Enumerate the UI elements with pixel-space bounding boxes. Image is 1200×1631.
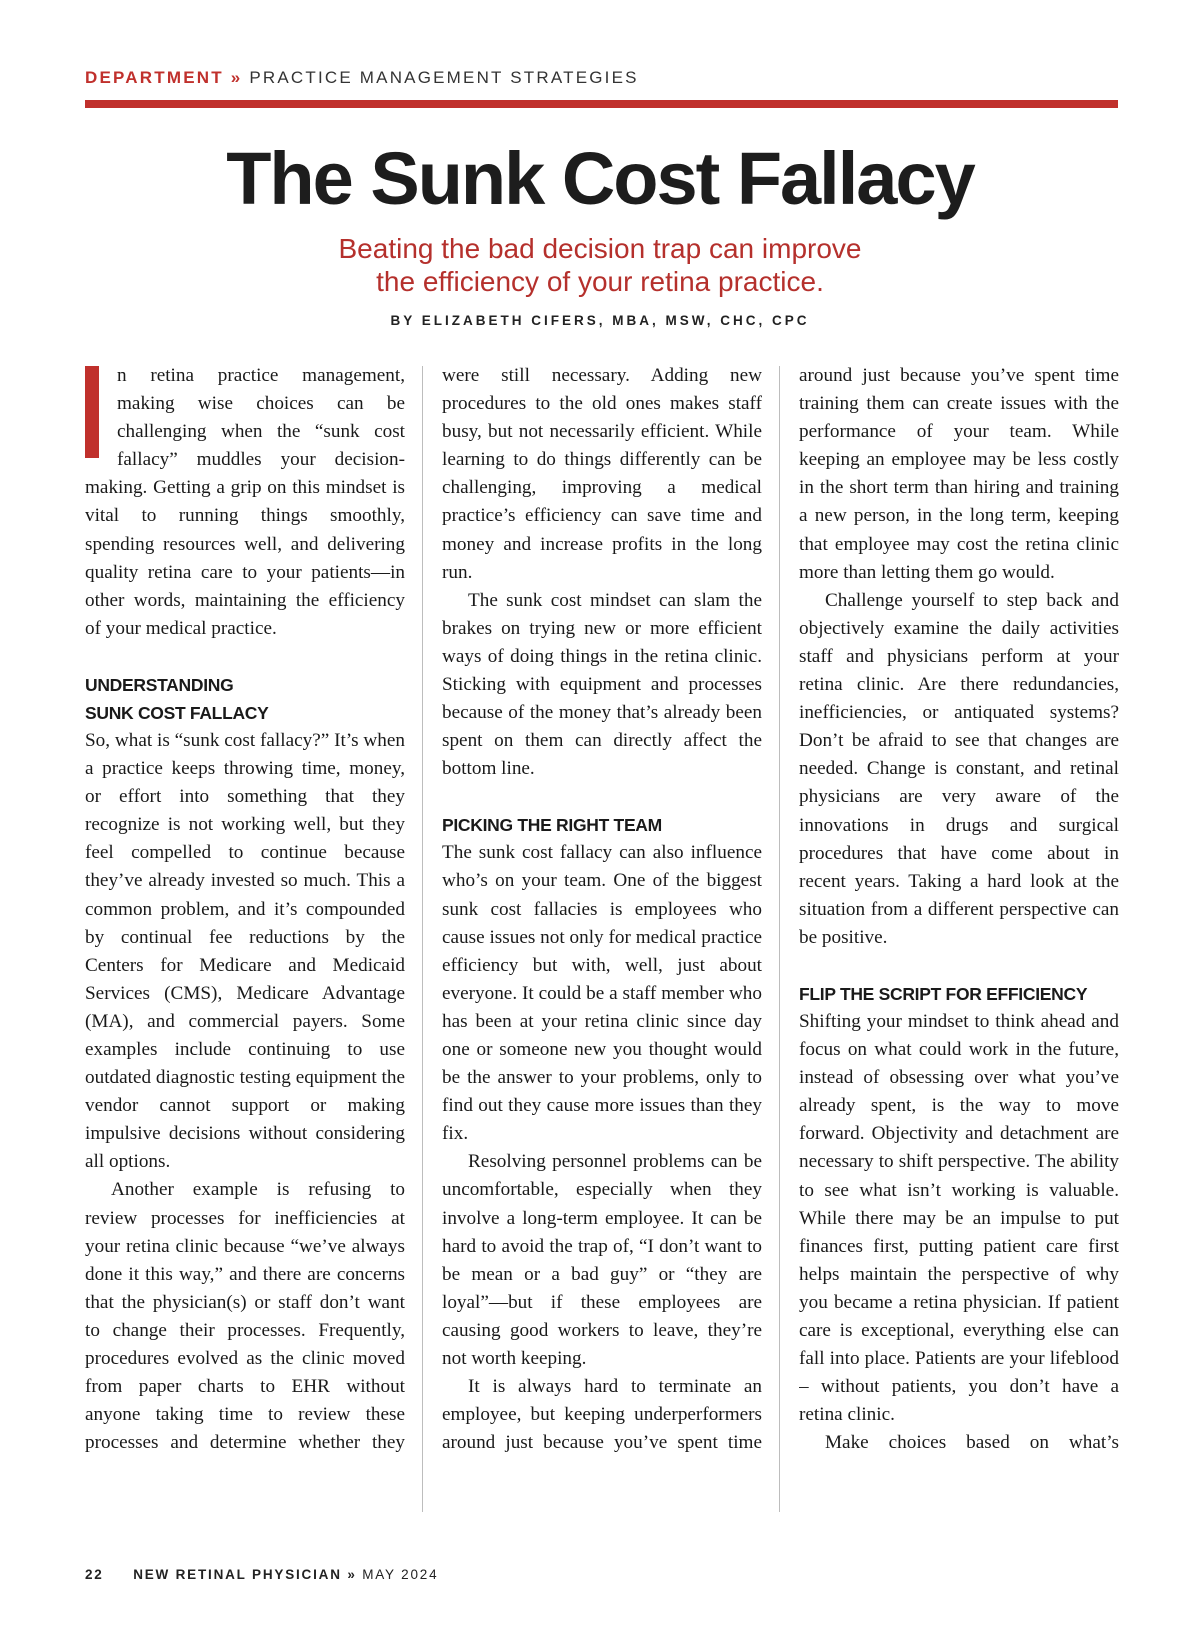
page-number: 22 (85, 1567, 104, 1582)
paragraph: Make choices based on what’s (825, 1432, 1119, 1454)
section-heading-understanding: UNDERSTANDING (85, 674, 234, 695)
department-header (85, 68, 639, 88)
section-heading-team: PICKING THE RIGHT TEAM (442, 815, 662, 836)
footer-separator: » (347, 1567, 357, 1582)
article-title: The Sunk Cost Fallacy (226, 137, 974, 220)
issue-date: MAY 2024 (362, 1567, 439, 1582)
subtitle-line-1: Beating the bad decision trap can improve (338, 233, 862, 264)
publication-name: NEW RETINAL PHYSICIAN (133, 1567, 342, 1582)
paragraph: Another example is refusing to review processes for inefficiencies at your retina clinic because “we’ve always done it this way,” and there are concerns that the physician(s) or staff don’t want to change their processes. Frequently, procedures evolved as the clinic moved from paper charts to EHR without anyone taking time to review these processes and determine whether they (85, 1179, 405, 1454)
subtitle-line-2: the efficiency of your retina practice. (376, 266, 824, 297)
department-separator: » (230, 68, 243, 87)
intro-paragraph (85, 362, 405, 643)
column-3-flow (799, 362, 1119, 1457)
paragraph: Resolving personnel problems can be uncomfortable, especially when they involve a long-term employee. It can be hard to avoid the trap of, “I don’t want to be mean or a bad guy” or “they are loyal”—but if these employees are causing good workers to leave, they’re not worth keeping. (442, 1151, 762, 1370)
column-divider (779, 366, 780, 1512)
header-rule (85, 100, 1118, 108)
column-divider (422, 366, 423, 1512)
column-3 (799, 362, 1119, 1457)
intro-text: n retina practice management, making wise choices can be challenging when the “sunk cost fallacy” muddles your decision-making. Getting a grip on this mindset is vital to running things smoothly, spending resources well, and delivering quality retina care to your patients—in other words, maintaining the efficiency of your medical practice. (85, 365, 405, 639)
paragraph: Shifting your mindset to think ahead and focus on what could work in the future, instead of obsessing over what you’ve already spent, is the way to move forward. Objectivity and detachment are necessary to shift perspective. The ability to see what isn’t working is valuable. While there may be an impulse to put finances first, putting patient care first helps maintain the perspective of why you became a retina physician. If patient care is exceptional, everything else can fall into place. Patients are your lifeblood – without patients, you don’t have a retina clinic. (799, 1010, 1119, 1426)
paragraph-continuation: were still necessary. Adding new procedures to the old ones makes staff busy, but not necessarily efficient. While learning to do things differently can be challenging, improving a medical practice’s efficiency can save time and money and increase profits in the long run. (442, 364, 762, 583)
paragraph: Challenge yourself to step back and objectively examine the daily activities staff and physicians perform at your retina clinic. Are there redundancies, inefficiencies, or antiquated systems? Don’t be afraid to see that changes are needed. Change is constant, and retinal physicians are very aware of the innovations in drugs and surgical procedures that have come about in recent years. Taking a hard look at the situation from a different perspective can be positive. (799, 589, 1119, 948)
paragraph-continuation: around just because you’ve spent time training them can create issues with the performance of your team. While keeping an employee may be less costly in the short term than hiring and training a new person, in the long term, keeping that employee may cost the retina clinic more than letting them go would. (799, 365, 1119, 583)
byline: BY ELIZABETH CIFERS, MBA, MSW, CHC, CPC (390, 313, 810, 328)
section-heading-flip: FLIP THE SCRIPT FOR EFFICIENCY (799, 983, 1088, 1004)
department-label: DEPARTMENT (85, 68, 224, 87)
column-1 (85, 362, 405, 1457)
paragraph: It is always hard to terminate an employee, but keeping underperformers around just because you’ve spent time (442, 1376, 762, 1454)
section-label: PRACTICE MANAGEMENT STRATEGIES (249, 68, 639, 87)
page-footer (85, 1567, 438, 1582)
paragraph: The sunk cost fallacy can also influence who’s on your team. One of the biggest sunk cost fallacies is employees who cause issues not only for medical practice efficiency but with, well, just about everyone. It could be a staff member who has been at your retina clinic since day one or someone new you thought would be the answer to your problems, only to find out they cause more issues than they fix. (442, 842, 762, 1145)
drop-cap (85, 366, 99, 458)
section-heading-sunk-cost: SUNK COST FALLACY (85, 702, 269, 723)
column-2-flow (442, 362, 762, 1457)
paragraph: So, what is “sunk cost fallacy?” It’s when a practice keeps throwing time, money, or effort into something that they recognize is not working well, but they feel compelled to continue because they’ve already invested so much. This a common problem, and it’s compounded by continual fee reductions by the Centers for Medicare and Medicaid Services (CMS), Medicare Advantage (MA), and commercial payers. Some examples include continuing to use outdated diagnostic testing equipment the vendor cannot support or making impulsive decisions without considering all options. (85, 729, 405, 1173)
paragraph: The sunk cost mindset can slam the brakes on trying new or more efficient ways of doing things in the retina clinic. Sticking with equipment and processes because of the money that’s already been spent on them can directly affect the bottom line. (442, 589, 762, 780)
article-subtitle (0, 232, 1200, 298)
column-2 (442, 362, 762, 1457)
